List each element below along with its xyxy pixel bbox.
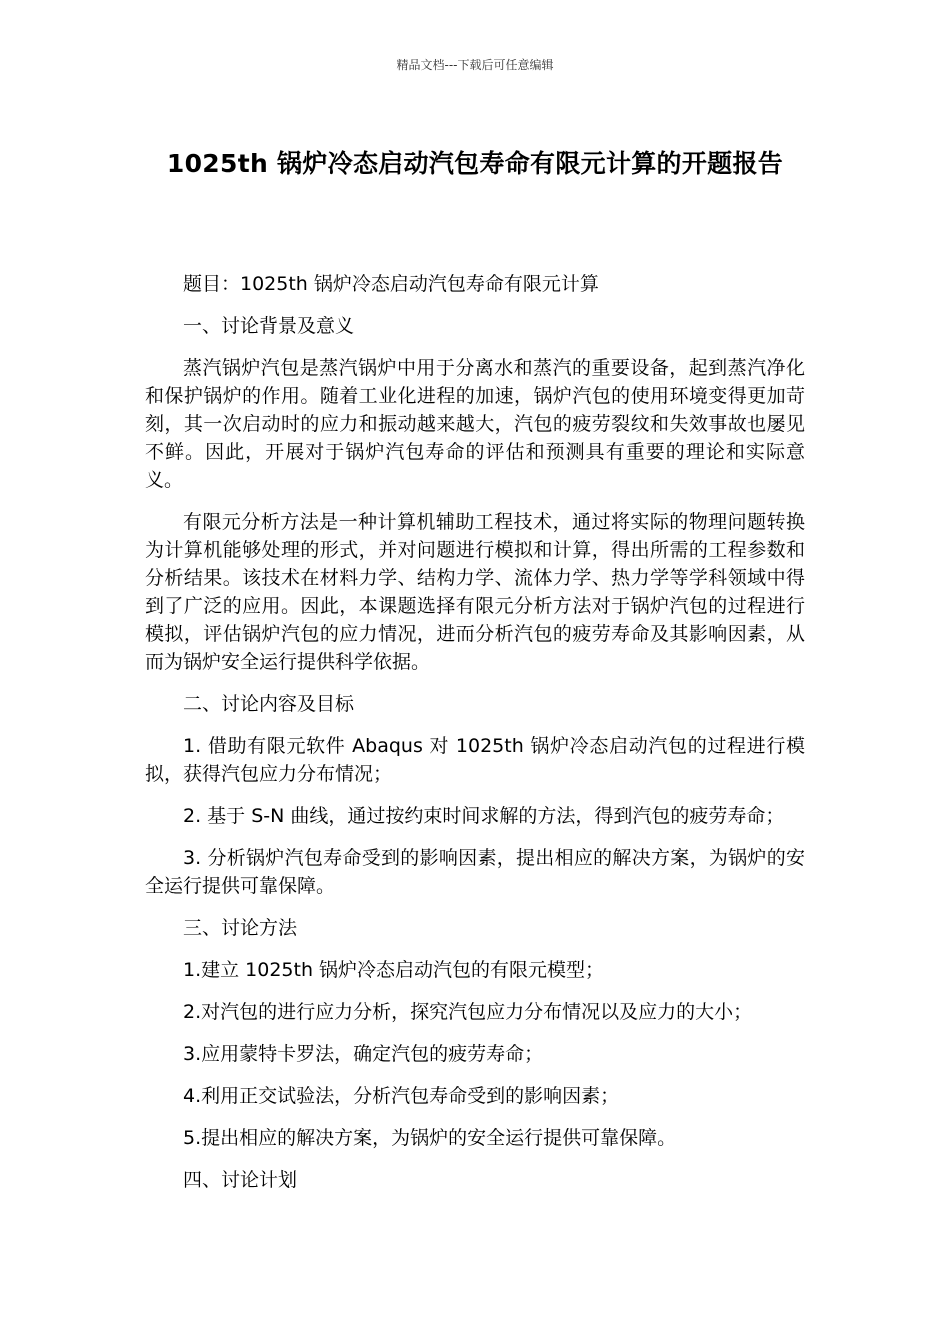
method-item-2: 2.对汽包的进行应力分析，探究汽包应力分布情况以及应力的大小； bbox=[183, 1001, 753, 1023]
goal-item-2: 2. 基于 S-N 曲线，通过按约束时间求解的方法，得到汽包的疲劳寿命； bbox=[183, 805, 785, 827]
document-body bbox=[145, 270, 805, 1208]
document-title: 1025th 锅炉冷态启动汽包寿命有限元计算的开题报告 bbox=[166, 149, 784, 178]
background-paragraph-1: 蒸汽锅炉汽包是蒸汽锅炉中用于分离水和蒸汽的重要设备，起到蒸汽净化和保护锅炉的作用。随着工业化进程的加速，锅炉汽包的使用环境变得更加苛刻，其一次启动时的应力和振动越来越大，汽包的疲劳裂纹和失效事故也屡见不鲜。因此，开展对于锅炉汽包寿命的评估和预测具有重要的理论和实际意义。 bbox=[145, 357, 805, 491]
method-item-5: 5.提出相应的解决方案，为锅炉的安全运行提供可靠保障。 bbox=[183, 1127, 677, 1149]
section-heading-background: 一、讨论背景及意义 bbox=[183, 315, 355, 337]
section-heading-plan: 四、讨论计划 bbox=[183, 1169, 298, 1191]
method-item-4: 4.利用正交试验法，分析汽包寿命受到的影响因素； bbox=[183, 1085, 620, 1107]
goal-item-1: 1. 借助有限元软件 Abaqus 对 1025th 锅炉冷态启动汽包的过程进行模拟，获得汽包应力分布情况； bbox=[145, 735, 805, 785]
topic-line: 题目：1025th 锅炉冷态启动汽包寿命有限元计算 bbox=[183, 273, 599, 295]
method-item-1: 1.建立 1025th 锅炉冷态启动汽包的有限元模型； bbox=[183, 959, 605, 981]
section-heading-methods: 三、讨论方法 bbox=[183, 917, 298, 939]
method-item-3: 3.应用蒙特卡罗法，确定汽包的疲劳寿命； bbox=[183, 1043, 544, 1065]
background-paragraph-2: 有限元分析方法是一种计算机辅助工程技术，通过将实际的物理问题转换为计算机能够处理的形式，并对问题进行模拟和计算，得出所需的工程参数和分析结果。该技术在材料力学、结构力学、流体力学、热力学等学科领域中得到了广泛的应用。因此，本课题选择有限元分析方法对于锅炉汽包的过程进行模拟，评估锅炉汽包的应力情况，进而分析汽包的疲劳寿命及其影响因素，从而为锅炉安全运行提供科学依据。 bbox=[145, 511, 805, 673]
goal-item-3: 3. 分析锅炉汽包寿命受到的影响因素，提出相应的解决方案，为锅炉的安全运行提供可靠保障。 bbox=[145, 847, 805, 897]
section-heading-content-goals: 二、讨论内容及目标 bbox=[183, 693, 355, 715]
header-note: 精品文档---下载后可任意编辑 bbox=[396, 58, 554, 72]
